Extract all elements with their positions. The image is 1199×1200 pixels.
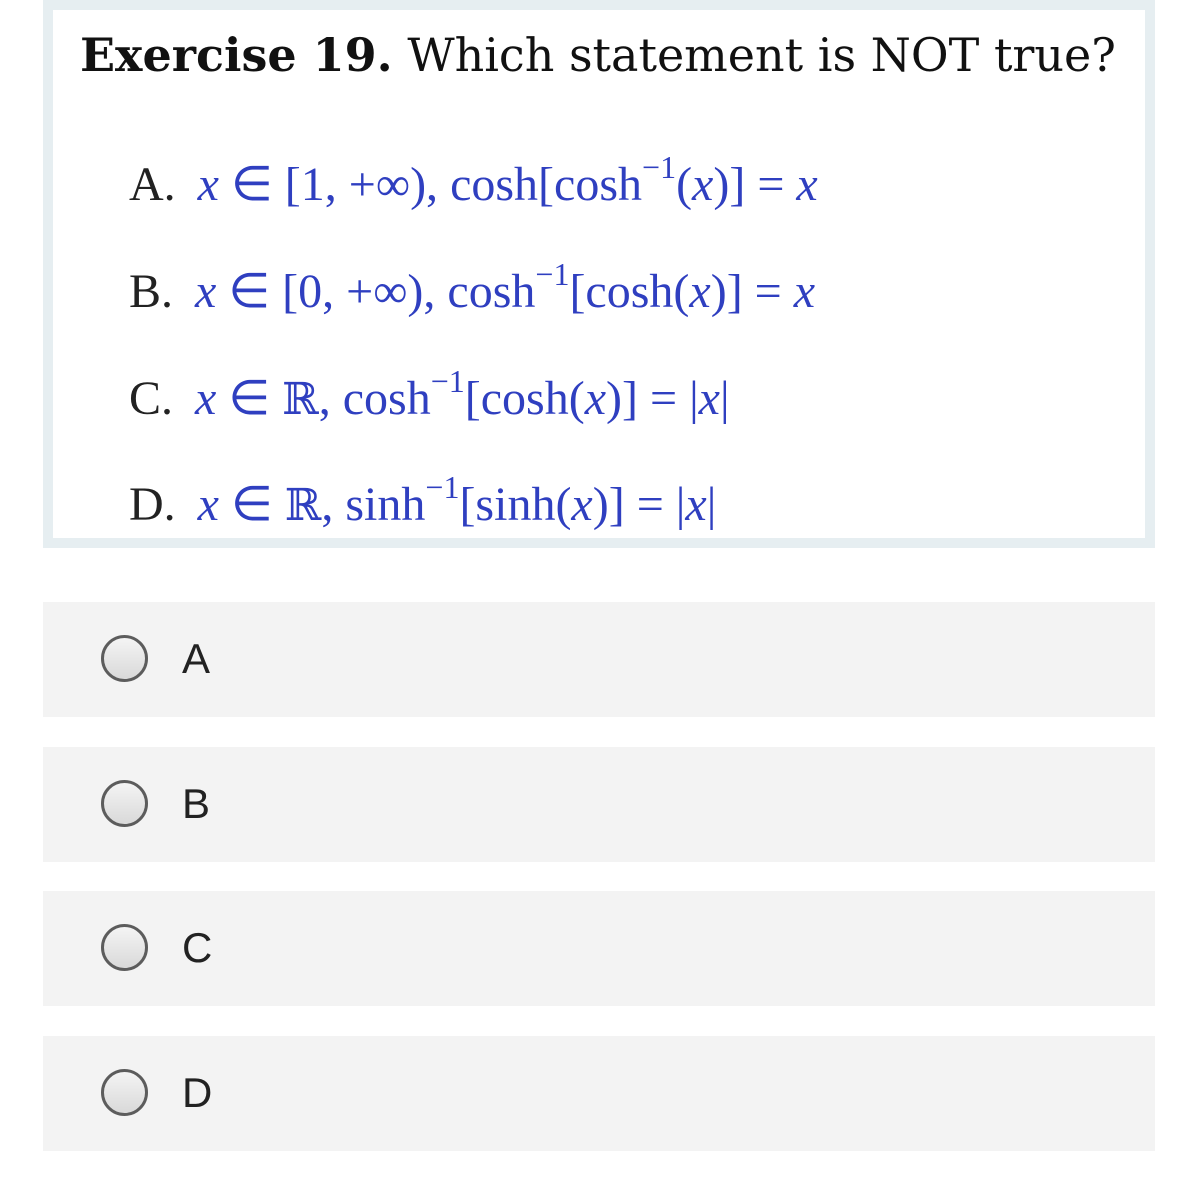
equals-sign: = (754, 265, 782, 318)
radio-button-d[interactable] (101, 1069, 148, 1116)
statement-domain: ∈ [1, +∞), (230, 158, 439, 211)
inner-open: [cosh( (464, 372, 585, 425)
inner-close: )] (606, 372, 638, 425)
answer-option-b[interactable] (43, 747, 1155, 862)
inner-open: [cosh( (569, 265, 690, 318)
inverse-superscript: −1 (535, 256, 570, 292)
question-card (43, 0, 1155, 548)
radio-button-a[interactable] (101, 635, 148, 682)
answer-option-c[interactable] (43, 891, 1155, 1006)
real-numbers-symbol: ℝ (284, 480, 322, 531)
inner-close: )] (713, 158, 746, 211)
math-variable: x (195, 372, 217, 425)
inverse-superscript: −1 (425, 469, 460, 505)
statement-b (129, 256, 816, 321)
answer-option-a[interactable] (43, 602, 1155, 717)
real-numbers-symbol: ℝ (282, 374, 319, 425)
answer-label-d: D (182, 1069, 213, 1116)
equals-sign: = (636, 478, 664, 531)
outer-function: sinh (345, 478, 426, 531)
inner-variable: x (692, 158, 714, 211)
outer-function: cosh (342, 372, 431, 425)
radio-button-b[interactable] (101, 780, 148, 827)
rhs-variable: x (793, 265, 816, 318)
question-prompt: Which statement is NOT true? (407, 28, 1116, 82)
statement-d: D. x ∈ ℝ, $\sinh^{-1}[\sinh(x)] = |x|$ (129, 469, 717, 531)
math-variable: x (197, 158, 219, 211)
equals-sign: = (649, 372, 678, 425)
statement-letter: D. (129, 478, 176, 531)
inner-open: [sinh( (459, 478, 572, 531)
answer-option-d[interactable] (43, 1036, 1155, 1151)
rhs-variable: x (796, 158, 818, 211)
statement-letter: C. (129, 372, 174, 425)
statement-letter: B. (129, 265, 174, 318)
answer-label-b: B (182, 780, 211, 827)
statement-c: C. x ∈ ℝ, $\cosh^{-1}[\cosh(x)] = |x|$ (129, 363, 730, 425)
statement-letter: A. (129, 158, 176, 211)
rhs-variable: x (698, 372, 720, 425)
inner-variable: x (584, 372, 607, 425)
rhs-variable: x (685, 478, 707, 531)
exercise-label: Exercise 19. (80, 28, 393, 82)
equals-sign: = (757, 158, 785, 211)
inverse-superscript: −1 (430, 363, 465, 399)
question-title (80, 28, 1116, 83)
answer-label-a: A (182, 635, 211, 682)
statement-a (129, 149, 818, 214)
math-variable: x (195, 265, 217, 318)
inner-variable: x (689, 265, 711, 318)
inner-open: ( (676, 158, 693, 211)
answer-label-c: C (182, 924, 213, 971)
statement-domain: ∈ [0, +∞), (228, 265, 436, 318)
radio-button-c[interactable] (101, 924, 148, 971)
outer-function: cosh[cosh (450, 158, 643, 211)
outer-function: cosh (447, 265, 536, 318)
inner-close: )] (592, 478, 625, 531)
domain-symbol: ∈ (228, 372, 271, 425)
math-variable: x (197, 478, 219, 531)
inner-close: )] (710, 265, 743, 318)
inner-variable: x (571, 478, 593, 531)
inverse-superscript: −1 (642, 149, 677, 185)
domain-symbol: ∈ (230, 478, 273, 531)
